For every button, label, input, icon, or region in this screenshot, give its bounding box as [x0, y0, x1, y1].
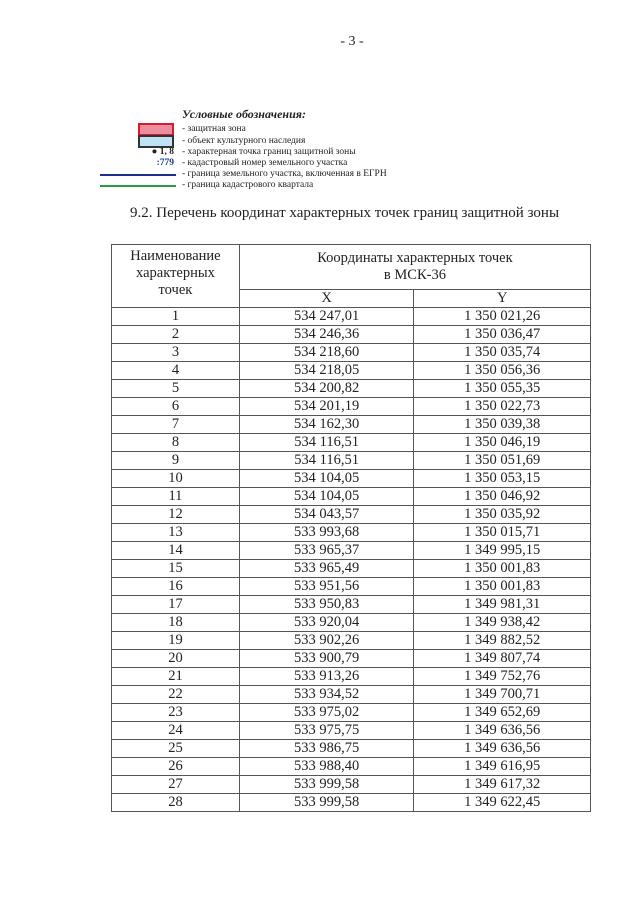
coord-x-cell: 533 902,26: [239, 632, 414, 650]
coord-x-cell: 533 950,83: [239, 596, 414, 614]
table-row: [112, 722, 591, 740]
coord-y-cell: 1 350 036,47: [414, 326, 591, 344]
point-name-cell: 1: [112, 308, 240, 326]
table-row: [112, 686, 591, 704]
table-row: [112, 704, 591, 722]
legend-item-parcel-border: - граница земельного участка, включенная в ЕГРН: [100, 169, 520, 180]
table-row: [112, 506, 591, 524]
coord-y-cell: 1 349 622,45: [414, 794, 591, 812]
coordinates-table: [111, 244, 591, 812]
table-row: [112, 794, 591, 812]
point-name-cell: 5: [112, 380, 240, 398]
legend-item-point: ● 1, 8 - характерная точка границ защитной зоны: [151, 147, 356, 157]
coord-x-cell: 533 999,58: [239, 794, 414, 812]
coord-y-cell: 1 349 636,56: [414, 740, 591, 758]
coord-y-cell: 1 350 053,15: [414, 470, 591, 488]
coord-y-cell: 1 350 039,38: [414, 416, 591, 434]
header-x: X: [239, 290, 414, 308]
legend-item-cadastre-number: :779 - кадастровый номер земельного участка: [156, 158, 348, 168]
coord-x-cell: 534 104,05: [239, 470, 414, 488]
coord-y-cell: 1 349 652,69: [414, 704, 591, 722]
coord-x-cell: 534 218,60: [239, 344, 414, 362]
table-row: [112, 434, 591, 452]
coord-y-cell: 1 349 636,56: [414, 722, 591, 740]
blue-line-icon: [100, 174, 176, 176]
coord-y-cell: 1 350 021,26: [414, 308, 591, 326]
coord-x-cell: 533 993,68: [239, 524, 414, 542]
coord-y-cell: 1 350 046,92: [414, 488, 591, 506]
coord-x-cell: 534 162,30: [239, 416, 414, 434]
dot-icon: ●: [151, 147, 158, 157]
table-row: [112, 398, 591, 416]
coord-y-cell: 1 349 616,95: [414, 758, 591, 776]
coord-x-cell: 534 246,36: [239, 326, 414, 344]
legend-item-quarter-border: - граница кадастрового квартала: [100, 180, 520, 191]
point-name-cell: 3: [112, 344, 240, 362]
table-row: [112, 470, 591, 488]
header-coordinates: Координаты характерных точек в МСК-36: [239, 245, 590, 290]
point-name-cell: 20: [112, 650, 240, 668]
point-name-cell: 28: [112, 794, 240, 812]
table-row: [112, 362, 591, 380]
coord-x-cell: 534 116,51: [239, 434, 414, 452]
coord-x-cell: 533 986,75: [239, 740, 414, 758]
table-row: [112, 614, 591, 632]
coord-x-cell: 533 965,49: [239, 560, 414, 578]
table-row: [112, 542, 591, 560]
coord-y-cell: 1 350 055,35: [414, 380, 591, 398]
table-row: [112, 758, 591, 776]
table-row: [112, 560, 591, 578]
coord-y-cell: 1 350 001,83: [414, 578, 591, 596]
page-number: - 3 -: [340, 34, 364, 49]
coord-x-cell: 533 951,56: [239, 578, 414, 596]
coord-x-cell: 533 934,52: [239, 686, 414, 704]
coord-x-cell: 534 116,51: [239, 452, 414, 470]
point-name-cell: 11: [112, 488, 240, 506]
green-line-icon: [100, 185, 176, 187]
legend-item-protection-zone: - защитная зона: [100, 124, 520, 135]
point-name-cell: 4: [112, 362, 240, 380]
point-name-cell: 19: [112, 632, 240, 650]
table-row: [112, 668, 591, 686]
coord-x-cell: 533 975,75: [239, 722, 414, 740]
header-y: Y: [414, 290, 591, 308]
coord-x-cell: 534 200,82: [239, 380, 414, 398]
coord-y-cell: 1 349 700,71: [414, 686, 591, 704]
table-row: [112, 326, 591, 344]
coord-y-cell: 1 350 001,83: [414, 560, 591, 578]
section-heading: 9.2. Перечень координат характерных точек границ защитной зоны: [130, 205, 560, 221]
point-name-cell: 6: [112, 398, 240, 416]
point-name-cell: 16: [112, 578, 240, 596]
table-row: [112, 452, 591, 470]
coord-x-cell: 534 247,01: [239, 308, 414, 326]
coord-y-cell: 1 350 035,74: [414, 344, 591, 362]
coord-x-cell: 534 201,19: [239, 398, 414, 416]
coord-x-cell: 534 104,05: [239, 488, 414, 506]
table-row: [112, 596, 591, 614]
coord-y-cell: 1 350 015,71: [414, 524, 591, 542]
table-row: [112, 776, 591, 794]
point-name-cell: 2: [112, 326, 240, 344]
coord-y-cell: 1 349 882,52: [414, 632, 591, 650]
point-name-cell: 14: [112, 542, 240, 560]
coord-y-cell: 1 350 046,19: [414, 434, 591, 452]
coord-x-cell: 534 043,57: [239, 506, 414, 524]
coord-x-cell: 533 900,79: [239, 650, 414, 668]
table-row: [112, 578, 591, 596]
coord-y-cell: 1 350 051,69: [414, 452, 591, 470]
point-name-cell: 22: [112, 686, 240, 704]
point-name-cell: 27: [112, 776, 240, 794]
coord-x-cell: 533 913,26: [239, 668, 414, 686]
coord-x-cell: 533 965,37: [239, 542, 414, 560]
table-row: [112, 632, 591, 650]
table-row: [112, 650, 591, 668]
point-name-cell: 15: [112, 560, 240, 578]
table-row: [112, 344, 591, 362]
coord-y-cell: 1 350 056,36: [414, 362, 591, 380]
table-row: [112, 416, 591, 434]
coord-x-cell: 533 920,04: [239, 614, 414, 632]
point-name-cell: 26: [112, 758, 240, 776]
header-point-name: Наименование характерных точек: [112, 245, 240, 308]
coord-y-cell: 1 349 617,32: [414, 776, 591, 794]
coord-y-cell: 1 350 022,73: [414, 398, 591, 416]
coord-x-cell: 533 999,58: [239, 776, 414, 794]
coord-x-cell: 533 975,02: [239, 704, 414, 722]
point-name-cell: 10: [112, 470, 240, 488]
point-name-cell: 24: [112, 722, 240, 740]
coord-x-cell: 534 218,05: [239, 362, 414, 380]
point-name-cell: 17: [112, 596, 240, 614]
table-row: [112, 308, 591, 326]
table-row: [112, 488, 591, 506]
point-name-cell: 13: [112, 524, 240, 542]
legend-title: Условные обозначения:: [182, 107, 306, 121]
table-row: [112, 380, 591, 398]
table-row: [112, 524, 591, 542]
legend-item-heritage: - объект культурного наследия: [100, 136, 520, 147]
coord-y-cell: 1 349 938,42: [414, 614, 591, 632]
point-name-cell: 18: [112, 614, 240, 632]
coord-y-cell: 1 349 752,76: [414, 668, 591, 686]
point-name-cell: 12: [112, 506, 240, 524]
point-name-cell: 25: [112, 740, 240, 758]
coord-x-cell: 533 988,40: [239, 758, 414, 776]
coord-y-cell: 1 349 995,15: [414, 542, 591, 560]
point-name-cell: 23: [112, 704, 240, 722]
point-name-cell: 8: [112, 434, 240, 452]
point-name-cell: 21: [112, 668, 240, 686]
point-name-cell: 7: [112, 416, 240, 434]
point-name-cell: 9: [112, 452, 240, 470]
coord-y-cell: 1 349 981,31: [414, 596, 591, 614]
coord-y-cell: 1 350 035,92: [414, 506, 591, 524]
table-row: [112, 740, 591, 758]
coord-y-cell: 1 349 807,74: [414, 650, 591, 668]
